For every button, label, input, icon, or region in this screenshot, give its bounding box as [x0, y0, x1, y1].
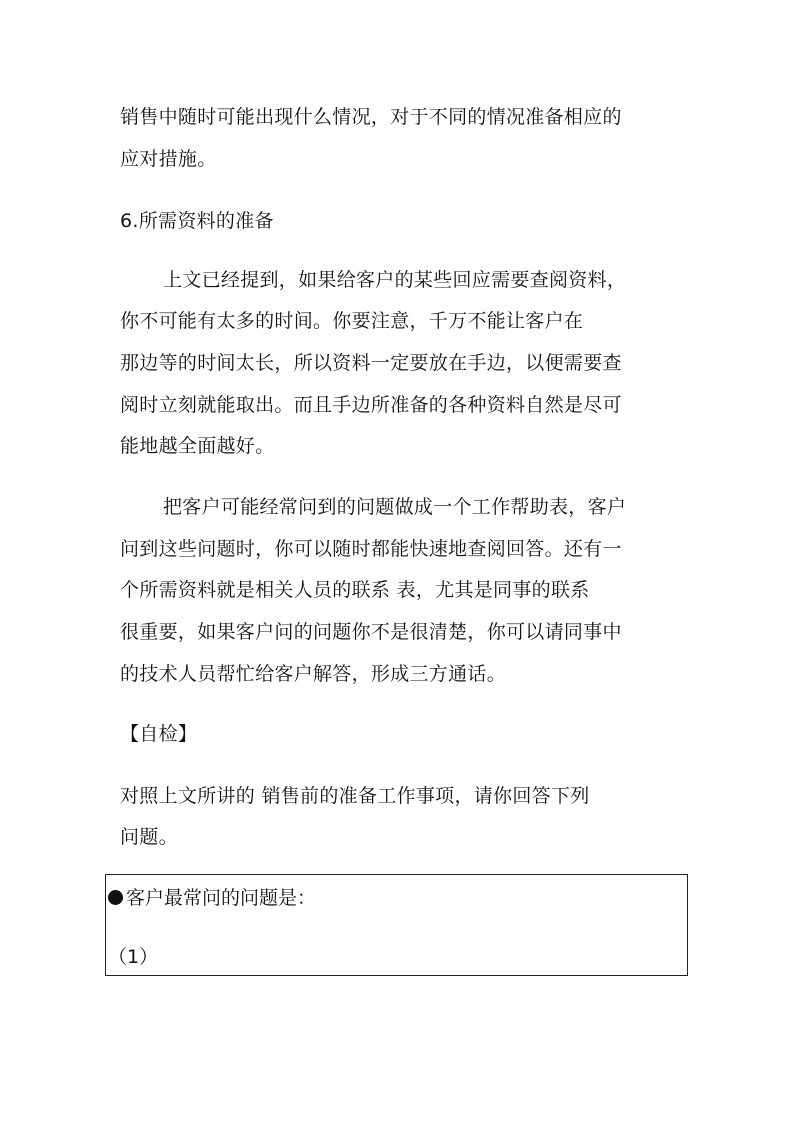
- paragraph-line: 能地越全面越好。: [120, 435, 275, 457]
- answer-box: [105, 874, 688, 976]
- paragraph-line: 问到这些问题时，你可以随时都能快速地查阅回答。还有一: [120, 538, 622, 560]
- paragraph-line: 你不可能有太多的时间。你要注意，千万不能让客户在: [120, 310, 584, 332]
- answer-question: [108, 886, 316, 910]
- answer-question-text: 客户最常问的问题是：: [126, 887, 317, 909]
- bullet-icon: [108, 890, 123, 905]
- paragraph-line: 应对措施。: [120, 148, 217, 170]
- paragraph-line: 问题。: [120, 826, 178, 848]
- section-heading: 6.所需资料的准备: [120, 210, 274, 232]
- paragraph-line: 上文已经提到，如果给客户的某些回应需要查阅资料，: [163, 269, 627, 291]
- paragraph-line: 阅时立刻就能取出。而且手边所准备的各种资料自然是尽可: [120, 394, 622, 416]
- paragraph-line: 把客户可能经常问到的问题做成一个工作帮助表，客户: [163, 496, 627, 518]
- paragraph-line: 很重要，如果客户问的问题你不是很清楚，你可以请同事中: [120, 621, 622, 643]
- paragraph-line: 销售中随时可能出现什么情况，对于不同的情况准备相应的: [120, 106, 622, 128]
- paragraph-line: 个所需资料就是相关人员的联系 表，尤其是同事的联系: [120, 579, 590, 601]
- paragraph-line: 那边等的时间太长，所以资料一定要放在手边，以便需要查: [120, 352, 622, 374]
- paragraph-line: 对照上文所讲的 销售前的准备工作事项，请你回答下列: [120, 785, 590, 807]
- selfcheck-heading: 【自检】: [120, 723, 198, 745]
- paragraph-line: 的技术人员帮忙给客户解答，形成三方通话。: [120, 663, 507, 685]
- answer-item-1: （1）: [108, 946, 159, 968]
